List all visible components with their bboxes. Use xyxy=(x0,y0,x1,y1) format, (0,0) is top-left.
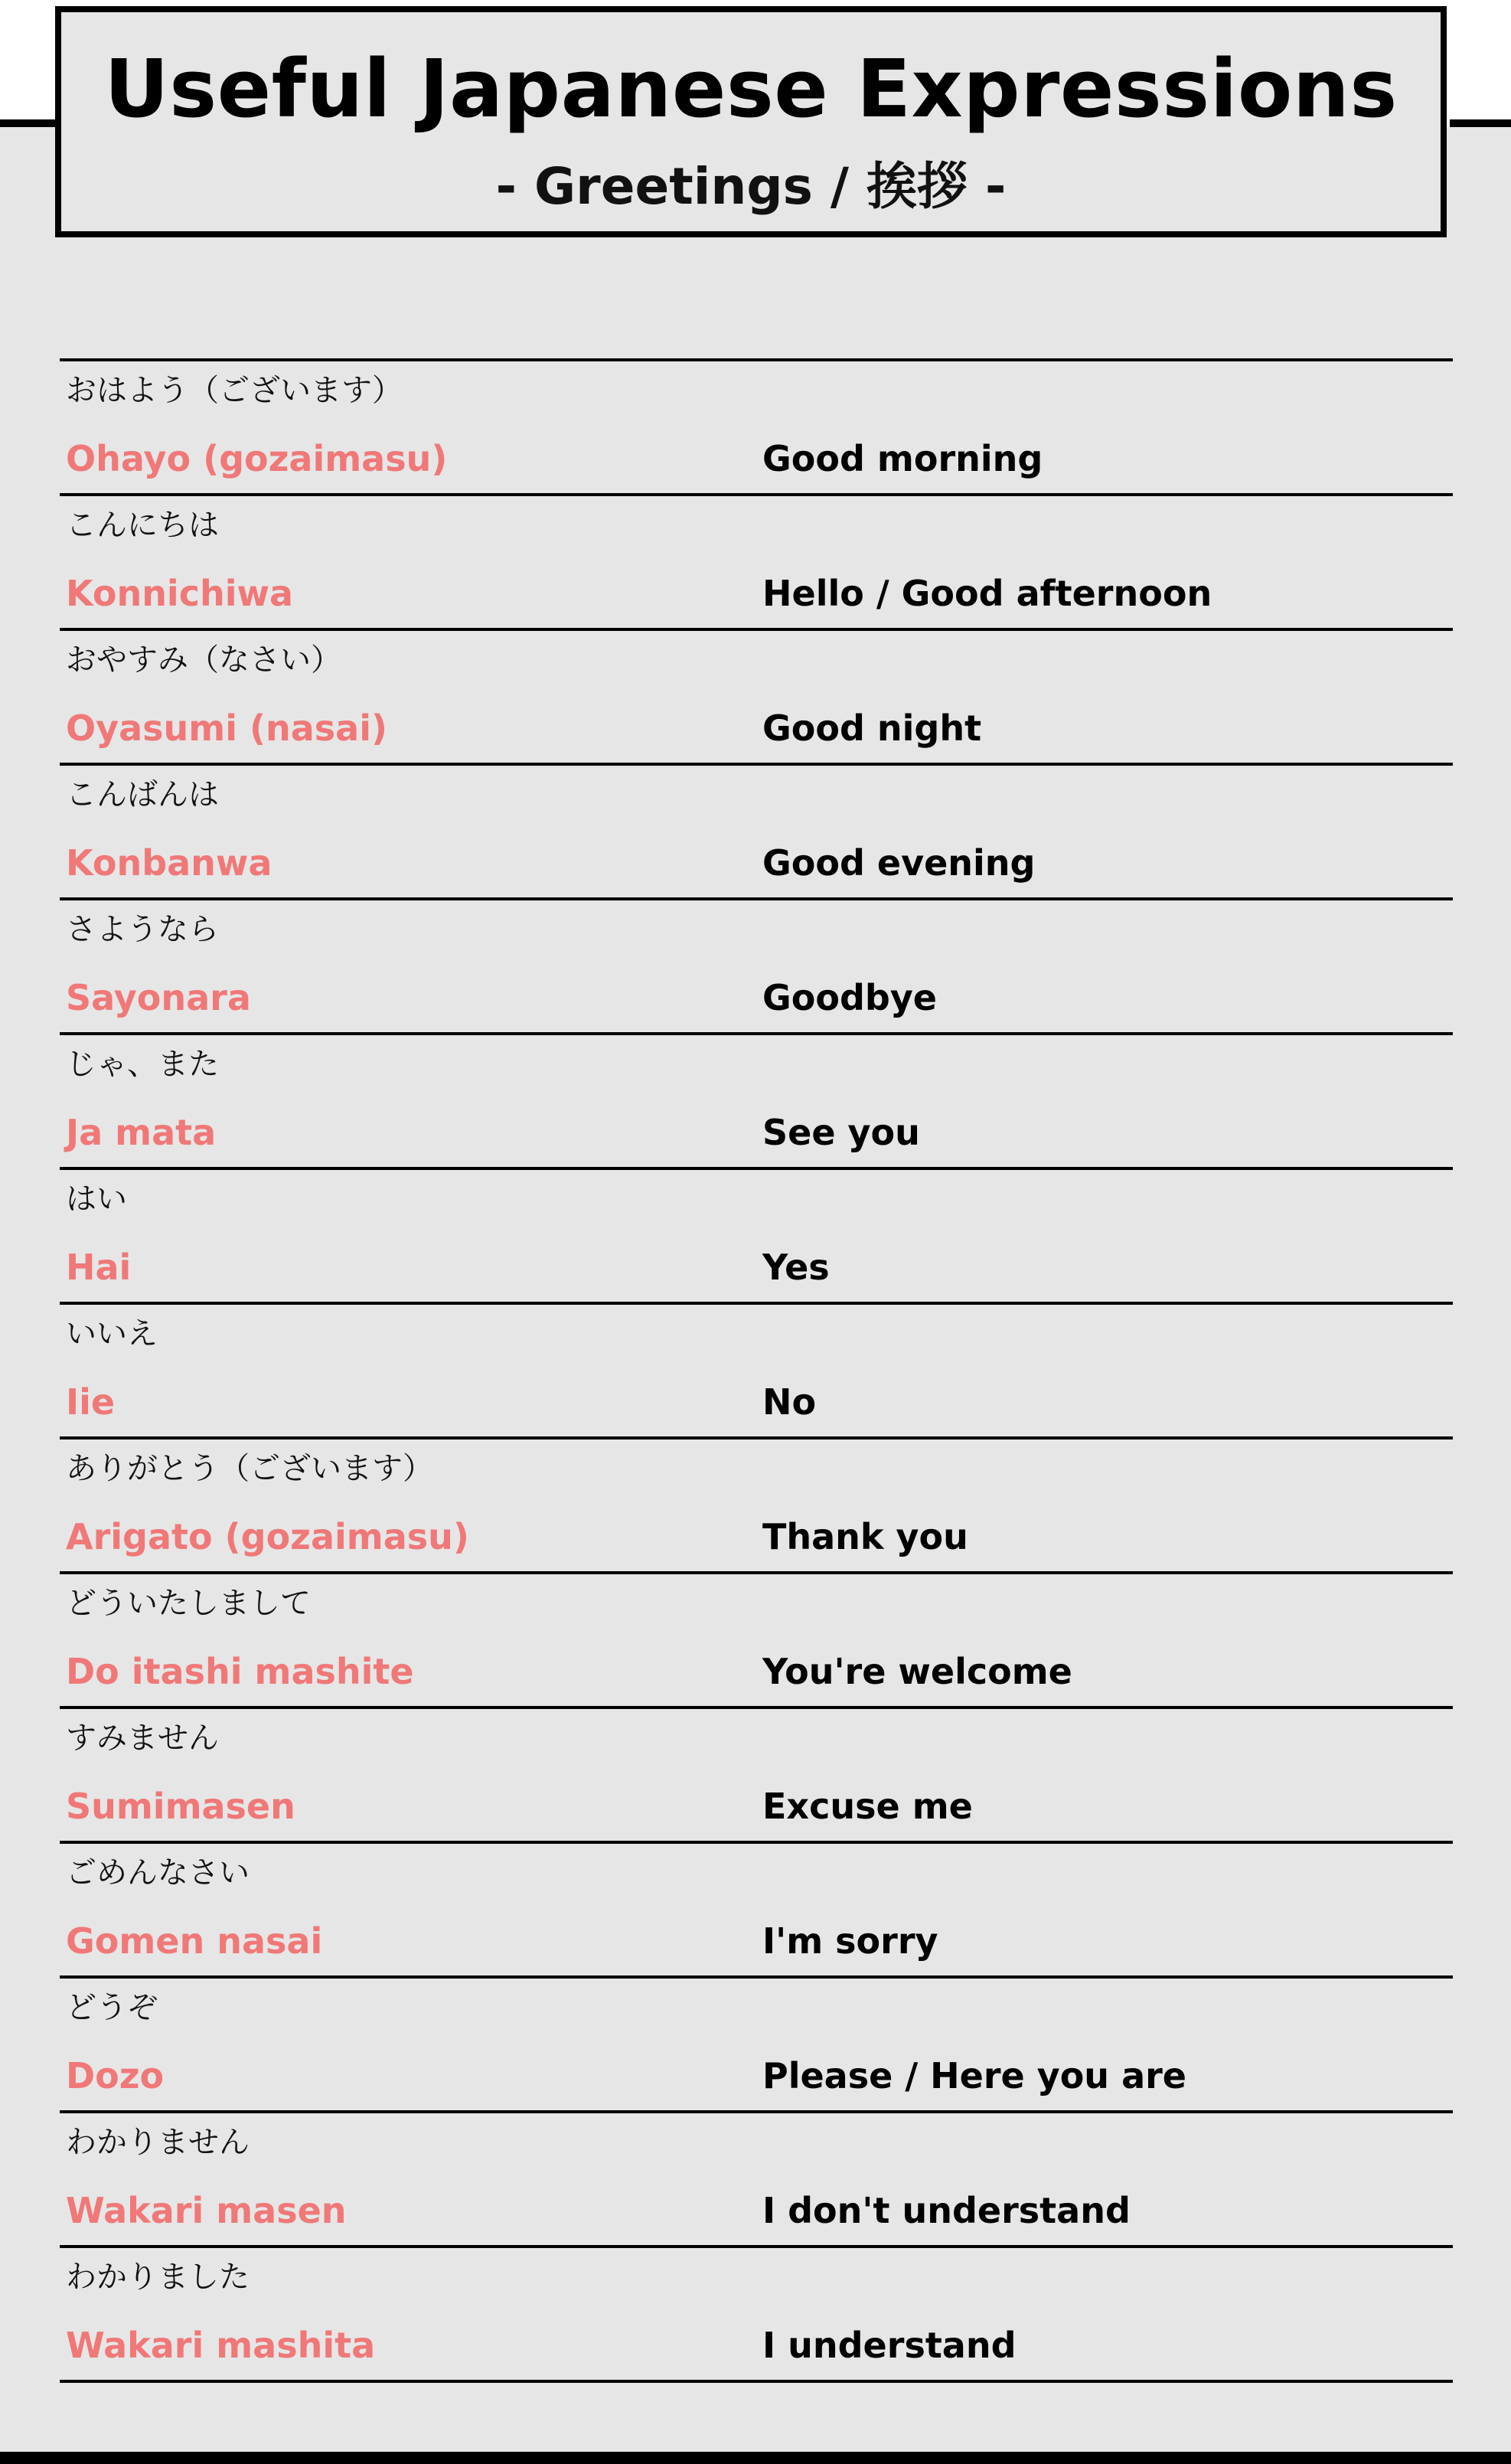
phrase-row xyxy=(60,496,1453,631)
english-text: Yes xyxy=(762,1247,830,1288)
english-text: Good morning xyxy=(762,438,1043,479)
english-text: I'm sorry xyxy=(762,1920,938,1962)
header-rule-left xyxy=(0,119,61,127)
phrase-row xyxy=(60,766,1453,900)
romaji-text: Iie xyxy=(66,1381,116,1423)
romaji-text: Do itashi mashite xyxy=(66,1651,414,1692)
japanese-text: ありがとう（ございます） xyxy=(66,1451,433,1486)
romaji-text: Arigato (gozaimasu) xyxy=(66,1516,469,1557)
english-text: I understand xyxy=(762,2325,1017,2366)
english-text: Thank you xyxy=(762,1516,968,1557)
romaji-text: Konbanwa xyxy=(66,842,273,884)
english-text: Good evening xyxy=(762,842,1036,884)
japanese-text: いいえ xyxy=(66,1316,158,1351)
header-box xyxy=(55,6,1447,237)
phrase-row xyxy=(60,361,1453,496)
japanese-text: ごめんなさい xyxy=(66,1855,250,1890)
phrase-row xyxy=(60,1035,1453,1170)
phrase-row xyxy=(60,1574,1453,1709)
english-text: Please / Here you are xyxy=(762,2055,1186,2096)
romaji-text: Hai xyxy=(66,1247,132,1288)
romaji-text: Gomen nasai xyxy=(66,1920,323,1962)
japanese-text: じゃ、また xyxy=(66,1047,219,1082)
phrase-row xyxy=(60,1305,1453,1440)
japanese-text: こんにちは xyxy=(66,508,219,543)
phrase-row xyxy=(60,631,1453,766)
romaji-text: Sumimasen xyxy=(66,1786,295,1827)
bottom-rule xyxy=(0,2452,1511,2464)
japanese-text: こんばんは xyxy=(66,777,219,812)
romaji-text: Konnichiwa xyxy=(66,573,294,614)
japanese-text: おやすみ（なさい） xyxy=(66,642,341,678)
phrase-row xyxy=(60,900,1453,1035)
phrase-row xyxy=(60,1440,1453,1574)
japanese-text: すみません xyxy=(66,1721,219,1756)
japanese-text: おはよう（ございます） xyxy=(66,373,403,408)
japanese-text: どうぞ xyxy=(66,1990,158,2025)
phrase-row xyxy=(60,1844,1453,1979)
romaji-text: Sayonara xyxy=(66,977,251,1018)
phrase-row xyxy=(60,2248,1453,2383)
english-text: Excuse me xyxy=(762,1786,973,1827)
phrase-row xyxy=(60,1170,1453,1305)
japanese-text: はい xyxy=(66,1181,127,1217)
japanese-text: わかりました xyxy=(66,2260,250,2295)
english-text: No xyxy=(762,1381,817,1423)
phrase-list xyxy=(60,358,1453,2383)
english-text: You're welcome xyxy=(762,1651,1072,1692)
romaji-text: Dozo xyxy=(66,2055,165,2096)
english-text: Hello / Good afternoon xyxy=(762,573,1212,614)
page-subtitle: - Greetings / 挨拶 - xyxy=(495,157,1007,216)
phrase-row xyxy=(60,1979,1453,2113)
japanese-text: わかりません xyxy=(66,2125,250,2160)
english-text: Goodbye xyxy=(762,977,938,1018)
romaji-text: Wakari masen xyxy=(66,2190,347,2231)
romaji-text: Ohayo (gozaimasu) xyxy=(66,438,448,479)
romaji-text: Wakari mashita xyxy=(66,2325,376,2366)
header-rule-right xyxy=(1450,119,1511,127)
phrase-row xyxy=(60,2113,1453,2248)
english-text: See you xyxy=(762,1112,920,1153)
english-text: Good night xyxy=(762,708,982,749)
japanese-text: さようなら xyxy=(66,912,219,947)
english-text: I don't understand xyxy=(762,2190,1131,2231)
japanese-text: どういたしまして xyxy=(66,1586,311,1621)
romaji-text: Ja mata xyxy=(66,1112,217,1153)
phrase-row xyxy=(60,1709,1453,1844)
romaji-text: Oyasumi (nasai) xyxy=(66,708,387,749)
page-title: Useful Japanese Expressions xyxy=(104,42,1398,136)
